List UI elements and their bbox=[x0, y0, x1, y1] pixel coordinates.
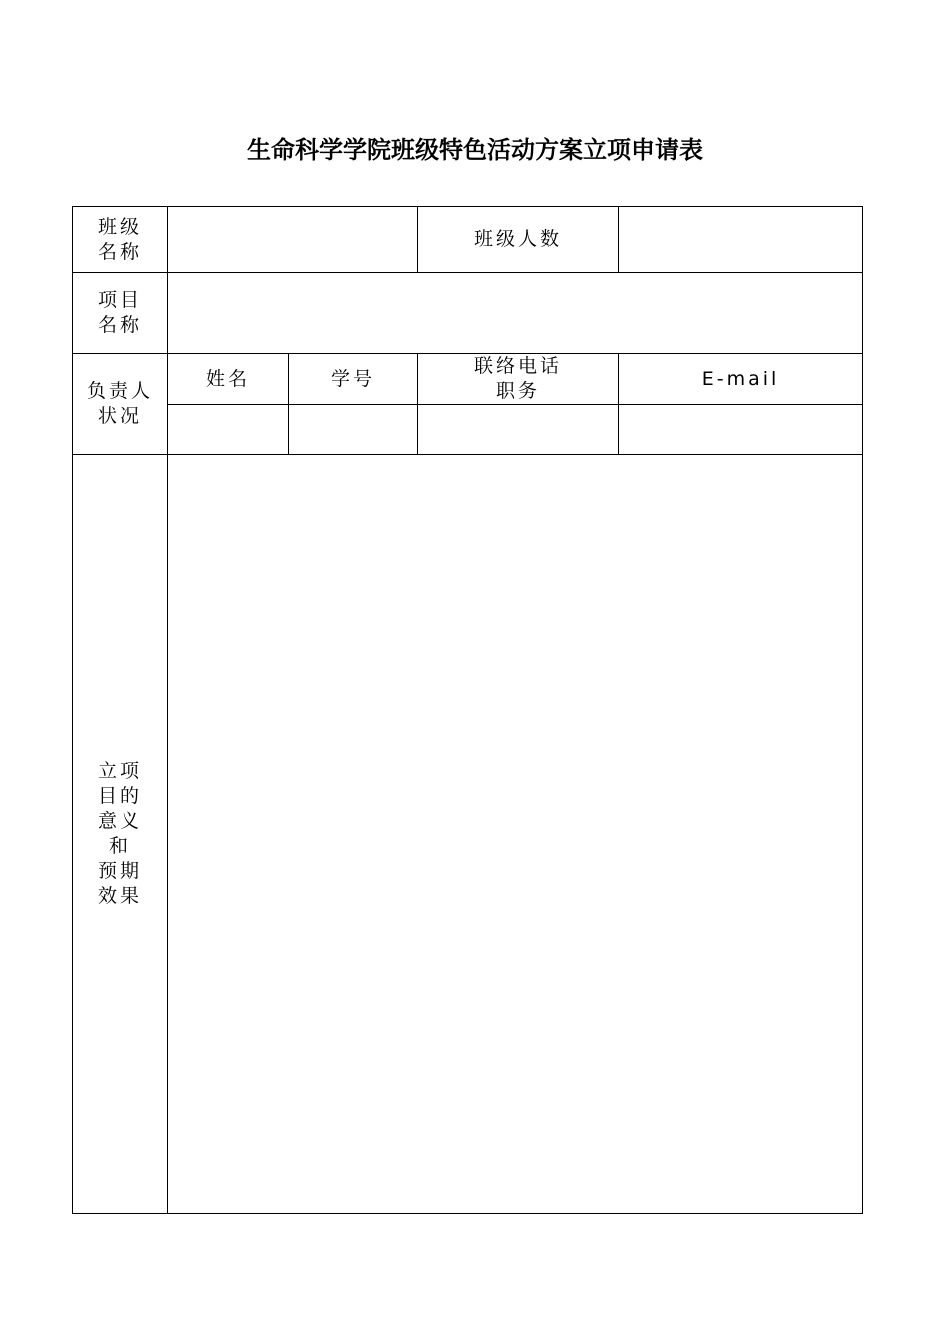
class-size-label: 班级人数 bbox=[418, 207, 619, 273]
leader-name-header: 姓名 bbox=[168, 354, 289, 405]
class-size-field[interactable] bbox=[619, 207, 863, 273]
purpose-field[interactable] bbox=[168, 455, 863, 1214]
purpose-label: 立项 目的 意义 和 预期 效果 bbox=[73, 455, 168, 1214]
class-name-label: 班级 名称 bbox=[73, 207, 168, 273]
leader-name-field[interactable] bbox=[168, 405, 289, 455]
leader-phone-position-header: 联络电话 职务 bbox=[418, 354, 619, 405]
leader-value-row bbox=[73, 405, 863, 455]
leader-email-field[interactable] bbox=[619, 405, 863, 455]
leader-email-header: E-mail bbox=[619, 354, 863, 405]
class-info-row bbox=[73, 207, 863, 273]
application-form-table bbox=[72, 206, 863, 1214]
leader-label: 负责人 状况 bbox=[73, 354, 168, 455]
project-name-field[interactable] bbox=[168, 273, 863, 354]
purpose-row bbox=[73, 455, 863, 1214]
class-name-field[interactable] bbox=[168, 207, 418, 273]
page-title: 生命科学学院班级特色活动方案立项申请表 bbox=[247, 135, 703, 164]
leader-phone-position-field[interactable] bbox=[418, 405, 619, 455]
leader-student-id-header: 学号 bbox=[289, 354, 418, 405]
leader-student-id-field[interactable] bbox=[289, 405, 418, 455]
leader-header-row bbox=[73, 354, 863, 405]
project-name-label: 项目 名称 bbox=[73, 273, 168, 354]
project-name-row bbox=[73, 273, 863, 354]
